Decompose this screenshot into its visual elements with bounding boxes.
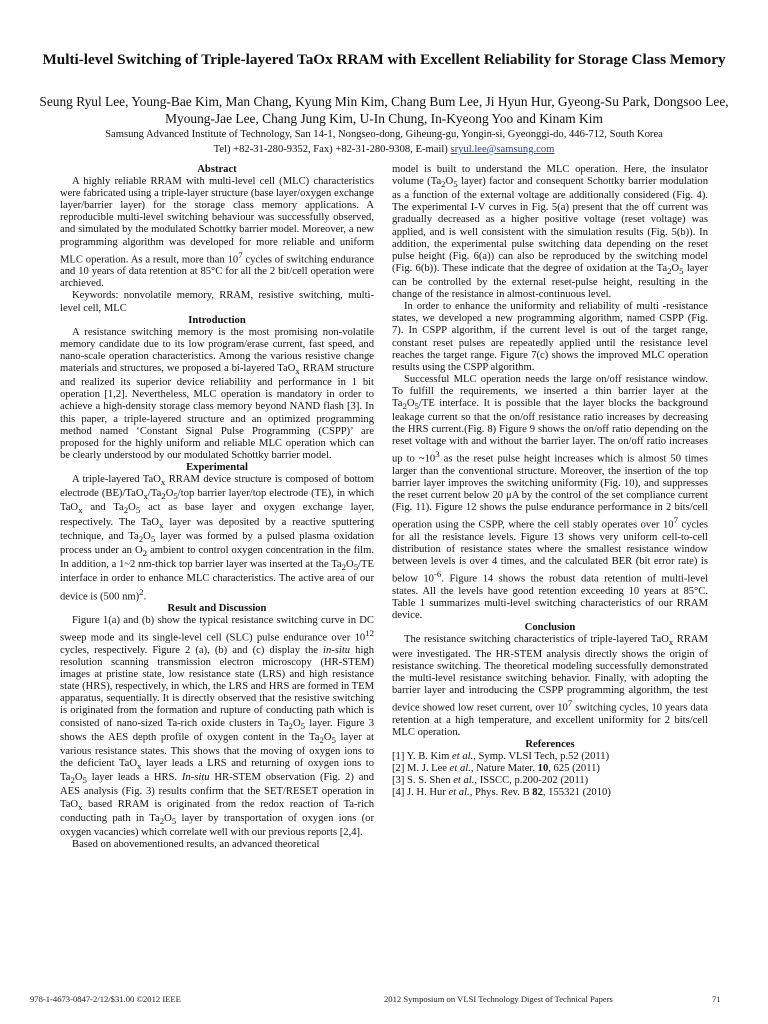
keywords: Keywords: nonvolatile memory, RRAM, resistive switching, multi-level cell, MLC: [60, 290, 374, 314]
reference-item: [2] M. J. Lee et al., Nature Mater. 10, 625 (2011): [392, 762, 600, 774]
results-paragraph-4: Successful MLC operation needs the large on/off resistance window. To fulfill the requirements, we inserted a thin barrier layer at the $Ta_2O_5/TE$ interface. It is possible that the layer blocks the background leakage current so that the on/off resistance ratio increases by decreasing the HRS current.(Fig. 8) Figure 9 shows the on/off ratio depending on the reset voltage with and without the barrier layer. The on/off ratio increases up to $\sim 10^3$ as the reset pulse height increases which is almost 50 times larger than the conventional structure. Moreover, the insertion of the top barrier layer improves the switching uniformity (Fig. 10), and suppresses the reset current below 20 μA by the control of the set compliance current (Fig. 11). Figure 12 shows the pulse endurance performance in 2 bits/cell operation using the CSPP, where the cell stably operates over $10^7$ cycles for all the resistance levels. Figure 13 shows very uniform cell-to-cell distribution of resistance states where the smallest resistance window between levels is over 4 times, and the calculated BER (bit error rate) is below $10^{-6}$. Figure 14 shows the robust data retention of multi-level states. All the levels have good retention exceeding 10 years at 85°C. Table 1 summarizes multi-level switching characteristics of our RRAM device.: [392, 373, 708, 622]
page-number: 71: [712, 994, 721, 1004]
right-column: [392, 164, 708, 972]
references-heading: References: [525, 738, 575, 750]
introduction-heading: Introduction: [188, 314, 246, 326]
introduction-paragraph: A resistance switching memory is the most promising non-volatile memory candidate due to its low program/erase current, fast speed, and nano-scale operation characteristics. Among the various resistive change materials and structures, we proposed a bi-layered TaO$_x$ RRAM structure and realized its superior device reliability and performance in 1 bit operation [1,2]. Nevertheless, MLC operation is mandatory in order to achieve a high-density storage class memory beyond NAND flash [3]. In this paper, a triple-layered structure and an optimized programming method named ‘Constant Signal Pulse Programming (CSPP)’ are proposed for the highly uniform and reliable MLC operation which can be clearly understood by our modulated Schottky barrier model.: [60, 326, 374, 461]
contact-line: [30, 142, 738, 157]
results-paragraph-3: In order to enhance the uniformity and reliability of multi -resistance states, we developed a new programming algorithm, named CSPP (Fig. 7). In CSPP algorithm, if the current level is out of the target range, constant reset pulses are repeatedly applied until the resistance level reaches the target range. Figure 7(c) shows the improved MLC operation results using the CSPP algorithm.: [392, 301, 708, 373]
footer-isbn: 978-1-4673-0847-2/12/$31.00 ©2012 IEEE: [30, 994, 181, 1004]
experimental-heading: Experimental: [186, 461, 248, 473]
left-column: [60, 164, 374, 972]
paper-title: Multi-level Switching of Triple-layered TaOx RRAM with Excellent Reliability for Storage Class Memory: [42, 51, 726, 68]
conclusion-paragraph: The resistance switching characteristics of triple-layered TaO$_x$ RRAM were investigated. The HR-STEM analysis directly shows the origin of resistance switching. The theoretical modeling successfully demonstrated the multi-level resistance switching behavior. Finally, with adopting the barrier layer and introducing the CSPP programming algorithm, the test device showed low reset current, over $10^7$ switching cycles, 10 years data retention at a high temperature, and excellent uniformity for 2 bits/cell MLC operation.: [392, 634, 708, 738]
affiliation-block: [30, 127, 738, 157]
contact-info: Tel) +82-31-280-9352, Fax) +82-31-280-9308, E-mail): [213, 144, 448, 155]
reference-list: [392, 751, 708, 799]
results-paragraph-1: Figure 1(a) and (b) show the typical resistance switching curve in DC sweep mode and its single-level cell (SLC) pulse endurance over $10^{12}$ cycles, respectively. Figure 2 (a), (b) and (c) display the in-situ high resolution scanning transmission electron microscopy (HR-STEM) images at pristine state, low resistance state (LRS) and high resistance state (HRS), respectively, in which, the LRS and HRS are formed in TEM apparatus, sequentially. It is directly observed that the resistive switching is originated from the formation and rupture of conducting path which is consisted of nano-sized Ta-rich oxide clusters in $Ta_2O_5$ layer. Figure 3 shows the AES depth profile of oxygen content in the $Ta_2O_5$ layer at various resistance states. This shows that the moving of oxygen ions to the deficient TaO$_x$ layer leads a LRS and returning of oxygen ions to $Ta_2O_5$ layer leads a HRS. In-situ HR-STEM observation (Fig. 2) and AES analysis (Fig. 3) results confirm that the SET/RESET operation in TaO$_x$ based RRAM is originated from the redox reaction of Ta-rich conducting path in $Ta_2O_5$ layer by transportation of oxygen ions (or oxygen vacancies) which correlate well with our previous reports [2,4].: [60, 615, 374, 838]
experimental-paragraph: A triple-layered TaO$_x$ RRAM device structure is composed of bottom electrode $(BE)/TaO_x/Ta_2O_5$/top barrier layer/top electrode (TE), in which TaO$_x$ and $Ta_2O_5$ act as base layer and oxygen exchange layer, respectively. The TaO$_x$ layer was deposited by a reactive sputtering technique, and $Ta_2O_5$ layer was formed by a pulsed plasma oxidation process under an $O_2$ ambient to control oxygen concentration in the film. In addition, a 1~2 nm-thick top barrier layer was inserted at the $Ta_2O_5/TE$ interface in order to enhance MLC characteristics. The active area of our device is (500 nm)$^2$.: [60, 473, 374, 603]
author-list: Seung Ryul Lee, Young-Bae Kim, Man Chang, Kyung Min Kim, Chang Bum Lee, Ji Hyun Hur, Gyeong-Su Park, Dongsoo Lee, Myoung-Jae Lee, Chang Jung Kim, U-In Chung, In-Kyeong Yoo and Kinam Kim: [39, 94, 729, 126]
results-paragraph-2-cont: model is built to understand the MLC operation. Here, the insulator volume ($Ta_2O_5$ layer) factor and consequent Schottky barrier modulation as a function of the external voltage are additionally considered (Fig. 4). The experimental I-V curves in Fig. 5(a) present that the off current was gradually decreased as a higher positive voltage (reset voltage) was applied, and is well consistent with the simulation results (Fig. 5(b)). In addition, the experimental pulse switching data depending on the reset pulse height (Fig. 6(a)) can also be reproduced by the switching model (Fig. 6(b)). These indicate that the degree of oxidation at the $Ta_2O_5$ layer can be controlled by the external reset-pulse height, resulting in the change of the resistance in almost-continuous level.: [392, 164, 708, 301]
abstract-paragraph: A highly reliable RRAM with multi-level cell (MLC) characteristics were fabricated using a triple-layer structure (base layer/oxygen exchange layer/barrier layer) for the storage class memory applications. A reproducible multi-level switching behaviour was successfully observed, and simulated by the modulated Schottky barrier model. Moreover, a new programming algorithm was developed for more reliable and uniform MLC operation. As a result, more than $10^7$ cycles of switching endurance and 10 years of data retention at 85°C for all the 2 bit/cell operation were archieved.: [60, 176, 374, 290]
abstract-heading: Abstract: [197, 164, 237, 175]
reference-item: [3] S. S. Shen et al., ISSCC, p.200-202 (2011): [392, 775, 589, 787]
footer-venue: 2012 Symposium on VLSI Technology Digest of Technical Papers: [384, 994, 613, 1004]
reference-item: [1] Y. B. Kim et al., Symp. VLSI Tech, p.52 (2011): [392, 750, 610, 762]
reference-item: [4] J. H. Hur et al., Phys. Rev. B 82, 155321 (2010): [392, 787, 611, 799]
email-link[interactable]: sryul.lee@samsung.com: [450, 144, 555, 155]
results-heading: Result and Discussion: [167, 603, 267, 615]
results-paragraph-2-start: Based on abovementioned results, an advanced theoretical: [72, 839, 320, 850]
conclusion-heading: Conclusion: [524, 622, 576, 634]
affiliation: Samsung Advanced Institute of Technology, San 14-1, Nongseo-dong, Giheung-gu, Yongin-si, Gyeonggi-do, 446-712, South Korea: [105, 129, 663, 140]
